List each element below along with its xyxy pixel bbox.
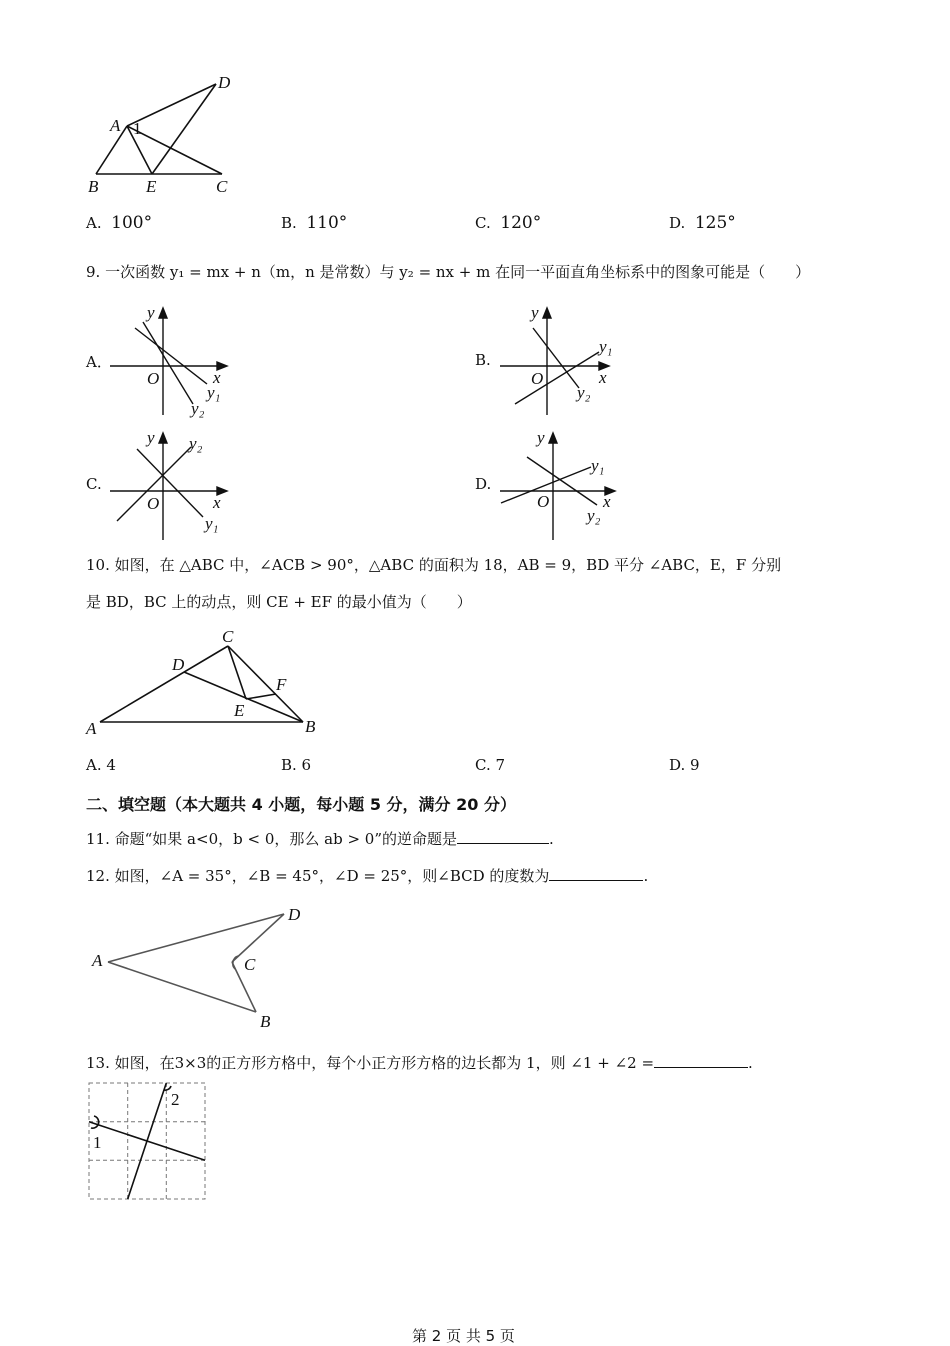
q10-option-a[interactable]: A. 4 xyxy=(86,756,116,774)
q8-option-a[interactable] xyxy=(86,213,152,233)
q8-option-d[interactable] xyxy=(669,213,736,233)
q9a-label-y1: y₁ xyxy=(207,383,221,402)
q8-option-c[interactable] xyxy=(475,213,541,233)
q8-option-b[interactable] xyxy=(281,213,347,233)
q8-label-angle-1: 1 xyxy=(133,119,142,138)
page-footer: 第 2 页 共 5 页 xyxy=(412,1327,515,1345)
q9c-label-x: x xyxy=(213,493,221,512)
q13-grid-figure xyxy=(88,1082,208,1202)
q10-label-c: C xyxy=(222,627,234,646)
q9-option-b-letter[interactable]: B. xyxy=(475,351,491,369)
q12-figure xyxy=(86,900,316,1035)
q12-stem: 12. 如图，∠A = 35°，∠B = 45°，∠D = 25°，则∠BCD 的度数为 xyxy=(86,867,550,885)
q11-line xyxy=(86,829,554,849)
q9-stem: 9. 一次函数 y₁ = mx + n（m，n 是常数）与 y₂ = nx + m 在同一平面直角坐标系中的图象可能是（ ） xyxy=(86,263,811,281)
q10-label-f: F xyxy=(276,675,287,694)
q9b-y-arrow xyxy=(543,308,551,318)
q8-segment-de xyxy=(152,84,216,174)
q9c-label-y2: y₂ xyxy=(189,434,203,453)
q11-end: . xyxy=(549,830,554,848)
q8-option-d-value: 125° xyxy=(694,213,736,233)
q9b-label-o: O xyxy=(531,369,544,388)
q9c-label-y: y xyxy=(147,428,155,447)
q9c-label-o: O xyxy=(147,494,160,513)
q9d-label-y1: y₁ xyxy=(591,456,605,475)
q9-option-d-letter[interactable]: D. xyxy=(475,475,492,493)
q13-line-shallow xyxy=(89,1122,205,1161)
q10-label-d: D xyxy=(172,655,185,674)
q9c-y-arrow xyxy=(159,433,167,443)
q8-label-c: C xyxy=(216,177,228,196)
q12-label-c: C xyxy=(244,955,256,974)
q9d-label-y: y xyxy=(537,428,545,447)
q8-option-a-letter: A. xyxy=(86,214,102,232)
q9-graph-d[interactable] xyxy=(495,425,625,545)
q8-option-a-value: 100° xyxy=(111,213,153,233)
q8-option-c-letter: C. xyxy=(475,214,491,232)
q10-segment-ef xyxy=(246,694,276,699)
q9d-y-arrow xyxy=(549,433,557,443)
section-heading-fill-in: 二、填空题（本大题共 4 小题，每小题 5 分，满分 20 分） xyxy=(86,795,516,814)
q10-label-a: A xyxy=(86,719,97,738)
q9d-label-x: x xyxy=(603,492,611,511)
q9b-label-y: y xyxy=(531,303,539,322)
q9d-label-o: O xyxy=(537,492,550,511)
q12-label-a: A xyxy=(92,951,103,970)
q8-label-a: A xyxy=(110,116,121,135)
q13-end: . xyxy=(748,1054,753,1072)
q8-option-b-letter: B. xyxy=(281,214,297,232)
q9a-y-arrow xyxy=(159,308,167,318)
q12-label-b: B xyxy=(260,1012,271,1031)
q9a-line-y1 xyxy=(135,328,207,384)
q10-label-e: E xyxy=(234,701,245,720)
q13-stem: 13. 如图，在3×3的正方形方格中，每个小正方形方格的边长都为 1，则 ∠1 + ∠2 = xyxy=(86,1054,655,1072)
q11-stem: 11. 命题“如果 a<0，b < 0，那么 ab > 0”的逆命题是 xyxy=(86,830,457,848)
q10-option-b[interactable]: B. 6 xyxy=(281,756,312,774)
q10-figure xyxy=(80,622,330,742)
q9d-label-y2: y₂ xyxy=(587,506,601,525)
q10-segment-ac xyxy=(100,646,228,722)
q9a-label-x: x xyxy=(213,368,221,387)
q10-option-c[interactable]: C. 7 xyxy=(475,756,506,774)
q8-option-b-value: 110° xyxy=(306,213,348,233)
q12-answer-blank[interactable] xyxy=(549,866,643,881)
q8-label-e: E xyxy=(146,177,157,196)
q9c-label-y1: y₁ xyxy=(205,514,219,533)
q9a-line-y2 xyxy=(143,322,193,404)
q9a-label-o: O xyxy=(147,369,160,388)
q12-line xyxy=(86,866,648,886)
q9a-label-y: y xyxy=(147,303,155,322)
q8-option-d-letter: D. xyxy=(669,214,686,232)
q9b-label-y2: y₂ xyxy=(577,383,591,402)
q10-stem-line2: 是 BD，BC 上的动点，则 CE + EF 的最小值为（ ） xyxy=(86,593,472,611)
q9-graph-a[interactable] xyxy=(105,300,235,420)
q10-label-b: B xyxy=(305,717,316,736)
q9-option-a-letter[interactable]: A． xyxy=(86,353,112,371)
q9-graph-b[interactable] xyxy=(495,300,625,420)
q10-option-d[interactable]: D. 9 xyxy=(669,756,700,774)
q9-graph-c[interactable] xyxy=(105,425,235,545)
q9-option-c-letter[interactable]: C. xyxy=(86,475,102,493)
q9b-label-y1: y₁ xyxy=(599,337,613,356)
q8-option-c-value: 120° xyxy=(500,213,542,233)
q10-stem-line1: 10. 如图，在 △ABC 中，∠ACB > 90°，△ABC 的面积为 18，AB = 9，BD 平分 ∠ABC，E，F 分别 xyxy=(86,556,782,574)
q12-end: . xyxy=(643,867,649,885)
q9b-label-x: x xyxy=(599,368,607,387)
q13-label-angle-1: 1 xyxy=(93,1133,102,1152)
q12-label-d: D xyxy=(288,905,301,924)
q13-answer-blank[interactable] xyxy=(654,1053,748,1068)
q12-segment-ab xyxy=(108,962,256,1012)
q13-label-angle-2: 2 xyxy=(171,1090,180,1109)
q8-label-d: D xyxy=(218,73,231,92)
q11-answer-blank[interactable] xyxy=(457,829,549,844)
q9a-label-y2: y₂ xyxy=(191,399,205,418)
q8-figure xyxy=(80,70,250,200)
q13-line xyxy=(86,1053,753,1073)
q8-label-b: B xyxy=(88,177,99,196)
